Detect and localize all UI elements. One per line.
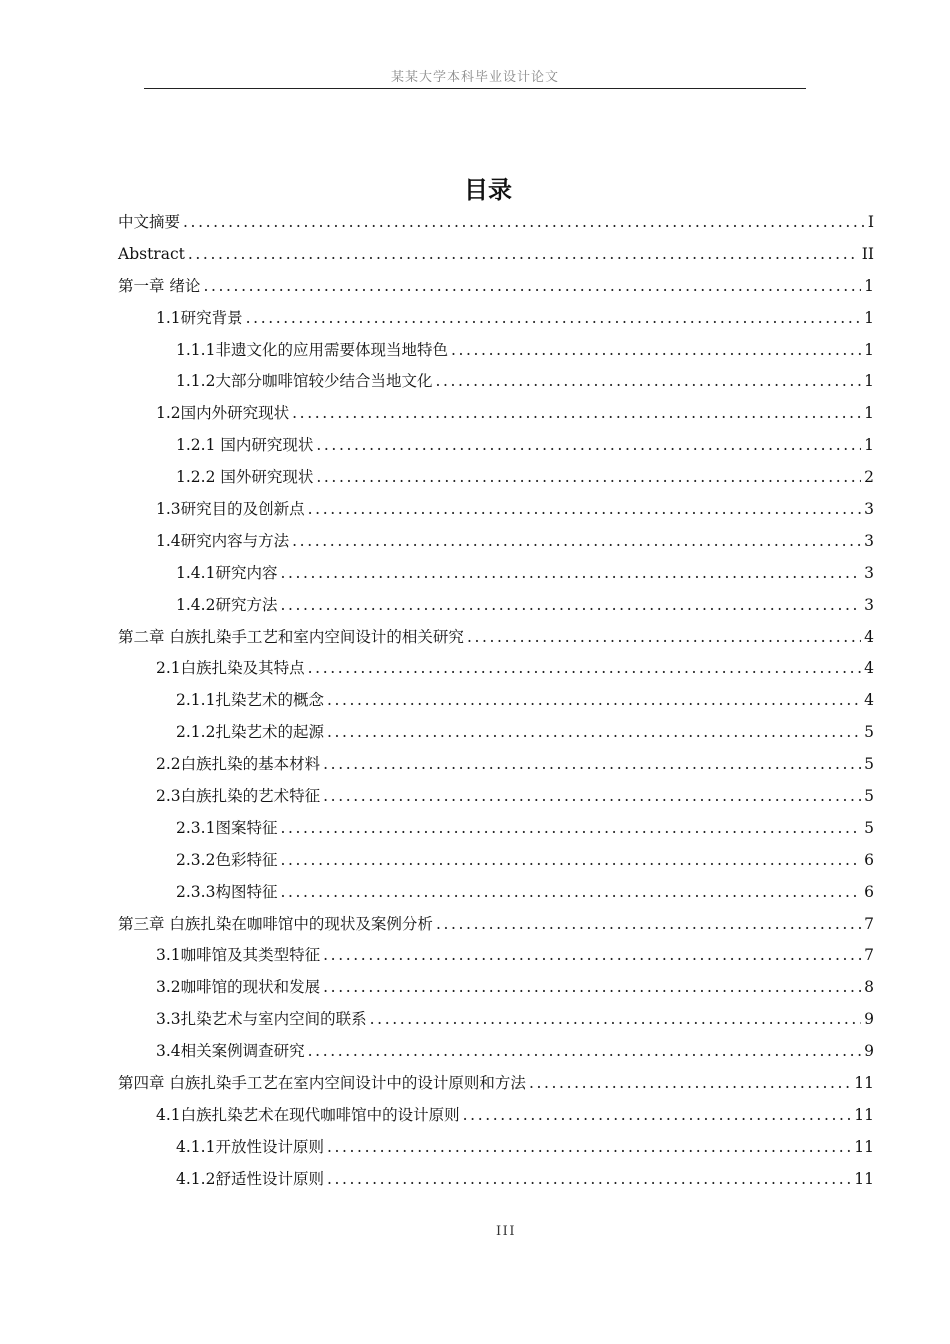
toc-entry[interactable]	[118, 685, 874, 717]
toc-entry[interactable]	[118, 940, 874, 972]
toc-entry-label: 1.2国内外研究现状	[156, 404, 290, 423]
toc-entry[interactable]	[118, 526, 874, 558]
toc-entry[interactable]	[118, 462, 874, 494]
toc-entry-label: 1.4研究内容与方法	[156, 531, 290, 550]
toc-entry[interactable]	[118, 909, 874, 941]
toc-dot-leader	[327, 717, 861, 749]
toc-entry-label: 4.1.1开放性设计原则	[176, 1137, 324, 1156]
toc-entry[interactable]	[118, 398, 874, 430]
toc-entry-page: 11	[854, 1074, 874, 1093]
toc-entry-label: 第一章 绪论	[118, 276, 201, 295]
toc-entry[interactable]	[118, 877, 874, 909]
toc-dot-leader	[280, 558, 861, 590]
toc-dot-leader	[188, 239, 859, 271]
toc-entry[interactable]	[118, 813, 874, 845]
toc-entry-page: 1	[864, 404, 874, 423]
toc-entry-page: 3	[864, 595, 874, 614]
toc-entry-page: 5	[864, 723, 874, 742]
toc-dot-leader	[292, 398, 861, 430]
toc-entry[interactable]	[118, 1100, 874, 1132]
toc-entry[interactable]	[118, 271, 874, 303]
toc-entry-page: 11	[854, 1137, 874, 1156]
toc-entry-label: 1.4.1研究内容	[176, 563, 278, 582]
toc-entry[interactable]	[118, 972, 874, 1004]
toc-entry-page: I	[867, 213, 874, 231]
toc-entry[interactable]	[118, 494, 874, 526]
toc-dot-leader	[280, 845, 861, 877]
toc-dot-leader	[467, 622, 861, 654]
toc-entry-label: 1.4.2研究方法	[176, 595, 278, 614]
toc-entry-label: Abstract	[118, 244, 185, 263]
toc-dot-leader	[435, 366, 861, 398]
toc-entry-page: 1	[864, 372, 874, 391]
toc-entry-page: 11	[854, 1105, 874, 1124]
footer-page-number: III	[496, 1224, 516, 1239]
toc-entry-page: 2	[864, 468, 874, 487]
toc-entry-page: 4	[864, 627, 874, 646]
toc-entry[interactable]	[118, 590, 874, 622]
toc-entry-label: 第二章 白族扎染手工艺和室内空间设计的相关研究	[118, 627, 464, 646]
toc-dot-leader	[280, 590, 861, 622]
toc-entry[interactable]	[118, 239, 874, 271]
toc-dot-leader	[280, 877, 861, 909]
toc-entry-label: 1.1.1非遗文化的应用需要体现当地特色	[176, 340, 448, 359]
toc-dot-leader	[323, 749, 861, 781]
toc-entry-label: 2.3.3构图特征	[176, 882, 278, 901]
toc-entry[interactable]	[118, 335, 874, 367]
toc-entry[interactable]	[118, 558, 874, 590]
toc-dot-leader	[529, 1068, 851, 1100]
table-of-contents	[118, 207, 874, 1196]
header-rule	[144, 88, 806, 89]
toc-entry-page: 6	[864, 850, 874, 869]
toc-entry-label: 2.1.1扎染艺术的概念	[176, 691, 324, 710]
toc-dot-leader	[203, 271, 861, 303]
toc-entry[interactable]	[118, 1132, 874, 1164]
toc-entry-page: 9	[864, 1010, 874, 1029]
toc-entry-label: 4.1.2舒适性设计原则	[176, 1169, 324, 1188]
toc-entry-page: 8	[864, 978, 874, 997]
toc-entry[interactable]	[118, 366, 874, 398]
toc-entry-page: 5	[864, 787, 874, 806]
toc-entry-page: 3	[864, 500, 874, 519]
toc-dot-leader	[246, 303, 861, 335]
toc-dot-leader	[323, 940, 861, 972]
toc-entry-label: 4.1白族扎染艺术在现代咖啡馆中的设计原则	[156, 1105, 460, 1124]
toc-dot-leader	[323, 781, 861, 813]
toc-entry-label: 中文摘要	[118, 213, 181, 231]
toc-dot-leader	[280, 813, 861, 845]
toc-entry-label: 2.3.1图案特征	[176, 818, 278, 837]
toc-entry[interactable]	[118, 622, 874, 654]
toc-dot-leader	[323, 972, 861, 1004]
toc-entry-page: 7	[864, 946, 874, 965]
toc-entry[interactable]	[118, 207, 874, 239]
page-header-text: 某某大学本科毕业设计论文	[390, 70, 559, 82]
toc-entry-label: 2.1.2扎染艺术的起源	[176, 723, 324, 742]
toc-entry-label: 1.1.2大部分咖啡馆较少结合当地文化	[176, 372, 433, 391]
toc-entry-label: 3.4相关案例调查研究	[156, 1042, 305, 1061]
toc-entry-label: 3.1咖啡馆及其类型特征	[156, 946, 321, 965]
toc-entry[interactable]	[118, 717, 874, 749]
toc-entry-page: 1	[864, 308, 874, 327]
toc-entry[interactable]	[118, 1004, 874, 1036]
toc-entry-label: 2.3白族扎染的艺术特征	[156, 787, 321, 806]
toc-entry-label: 1.2.1 国内研究现状	[176, 436, 314, 455]
toc-entry-label: 1.1研究背景	[156, 308, 243, 327]
toc-entry[interactable]	[118, 653, 874, 685]
toc-entry-label: 2.1白族扎染及其特点	[156, 659, 305, 678]
toc-dot-leader	[308, 1036, 861, 1068]
toc-title: 目录	[464, 176, 512, 204]
toc-entry-page: 3	[864, 531, 874, 550]
toc-dot-leader	[316, 430, 861, 462]
toc-entry[interactable]	[118, 781, 874, 813]
toc-dot-leader	[292, 526, 861, 558]
toc-entry-page: 11	[854, 1169, 874, 1188]
toc-entry-page: 4	[864, 691, 874, 710]
toc-dot-leader	[183, 207, 865, 239]
toc-dot-leader	[370, 1004, 861, 1036]
toc-entry-page: 5	[864, 818, 874, 837]
toc-dot-leader	[308, 494, 861, 526]
toc-entry-label: 第三章 白族扎染在咖啡馆中的现状及案例分析	[118, 914, 433, 933]
toc-entry[interactable]	[118, 749, 874, 781]
toc-entry[interactable]	[118, 303, 874, 335]
toc-entry-page: 1	[864, 436, 874, 455]
toc-entry-page: II	[861, 244, 874, 263]
toc-entry[interactable]	[118, 845, 874, 877]
toc-entry-page: 1	[864, 340, 874, 359]
toc-entry[interactable]	[118, 1164, 874, 1196]
toc-entry-page: 1	[864, 276, 874, 295]
toc-entry[interactable]	[118, 1036, 874, 1068]
toc-entry-label: 3.2咖啡馆的现状和发展	[156, 978, 321, 997]
toc-entry-label: 2.3.2色彩特征	[176, 850, 278, 869]
toc-dot-leader	[327, 1164, 851, 1196]
toc-dot-leader	[316, 462, 861, 494]
toc-entry[interactable]	[118, 1068, 874, 1100]
toc-dot-leader	[463, 1100, 852, 1132]
toc-entry-page: 4	[864, 659, 874, 678]
toc-entry-page: 9	[864, 1042, 874, 1061]
toc-entry-page: 7	[864, 914, 874, 933]
toc-dot-leader	[327, 1132, 851, 1164]
toc-dot-leader	[436, 909, 861, 941]
toc-entry-label: 1.2.2 国外研究现状	[176, 468, 314, 487]
toc-entry-page: 3	[864, 563, 874, 582]
toc-entry[interactable]	[118, 430, 874, 462]
toc-dot-leader	[451, 335, 861, 367]
toc-entry-page: 5	[864, 755, 874, 774]
toc-entry-page: 6	[864, 882, 874, 901]
toc-dot-leader	[308, 653, 861, 685]
toc-entry-label: 1.3研究目的及创新点	[156, 500, 305, 519]
toc-dot-leader	[327, 685, 861, 717]
toc-entry-label: 2.2白族扎染的基本材料	[156, 755, 321, 774]
toc-entry-label: 3.3扎染艺术与室内空间的联系	[156, 1010, 367, 1029]
toc-entry-label: 第四章 白族扎染手工艺在室内空间设计中的设计原则和方法	[118, 1074, 526, 1093]
